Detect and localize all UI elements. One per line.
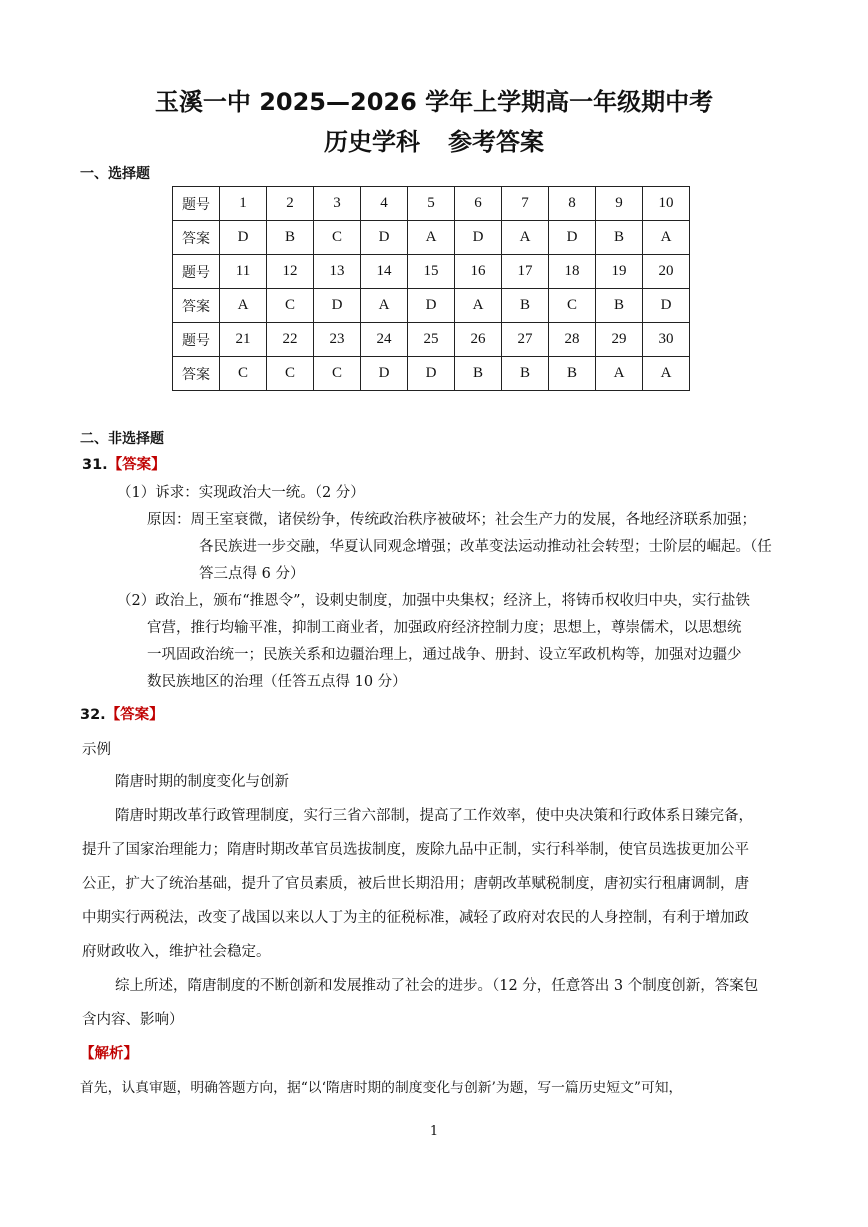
answer-table-cell: 12 [267,255,314,289]
answer-table-cell: D [361,221,408,255]
answer-table-cell: 23 [314,323,361,357]
answer-table-cell: D [408,289,455,323]
page-title: 玉溪一中 2025—2026 学年上学期高一年级期中考 [154,88,714,116]
answer-table-cell: 21 [220,323,267,357]
answer-table-cell: 1 [220,187,267,221]
answer-table-cell: 11 [220,255,267,289]
answer-table-row [173,289,690,323]
q32-example-label: 示例 [82,742,111,758]
answer-table-cell: A [455,289,502,323]
answer-table-cell: 18 [549,255,596,289]
q32-body1-line1: 隋唐时期改革行政管理制度，实行三省六部制，提高了工作效率，使中央决策和行政体系日臻完备， [115,808,753,824]
section-heading-nonchoice: 二、非选择题 [80,431,164,447]
q32-essay-title: 隋唐时期的制度变化与创新 [115,774,289,790]
answer-table-cell: 10 [643,187,690,221]
answer-table-cell: A [220,289,267,323]
answer-table-cell: C [549,289,596,323]
answer-table-cell: A [408,221,455,255]
answer-table-row [173,323,690,357]
subtitle-subject: 历史学科 [324,128,420,156]
answer-table-row-header: 答案 [173,221,220,255]
answer-table-row [173,187,690,221]
answer-table-cell: D [408,357,455,391]
answer-table-cell: B [502,357,549,391]
answer-table-cell: 7 [502,187,549,221]
q32-answer-tag: 【答案】 [105,707,164,723]
q32-body1-line2: 提升了国家治理能力；隋唐时期改革官员选拔制度，废除九品中正制，实行科举制，使官员选拔更加公平 [82,842,749,858]
answer-table-cell: B [596,221,643,255]
answer-table-cell: 17 [502,255,549,289]
answer-table-row [173,255,690,289]
page-number: 1 [429,1124,439,1139]
q31-part2-line2: 官营，推行均输平准，抑制工商业者，加强政府经济控制力度；思想上，尊崇儒术，以思想统 [147,620,742,636]
q32-analysis-tag: 【解析】 [80,1046,138,1062]
answer-table-cell: 13 [314,255,361,289]
answer-table-cell: 2 [267,187,314,221]
q32-body2-line1: 综上所述，隋唐制度的不断创新和发展推动了社会的进步。（12 分，任意答出 3 个制度创新，答案包 [115,978,759,994]
answer-table-cell: B [455,357,502,391]
answer-table-cell: A [361,289,408,323]
answer-table [172,186,690,391]
answer-table-cell: B [267,221,314,255]
answer-table-cell: 29 [596,323,643,357]
answer-table-cell: 9 [596,187,643,221]
answer-table-cell: 25 [408,323,455,357]
answer-table-cell: 6 [455,187,502,221]
answer-table-cell: C [267,289,314,323]
answer-table-cell: D [361,357,408,391]
answer-table-cell: B [549,357,596,391]
answer-table-row-header: 题号 [173,255,220,289]
q32-body1-line3: 公正，扩大了统治基础，提升了官员素质，被后世长期沿用；唐朝改革赋税制度，唐初实行租庸调制，唐 [82,876,749,892]
q32-header [80,705,164,725]
answer-table-cell: A [643,357,690,391]
answer-table-cell: D [549,221,596,255]
q31-answer-tag: 【答案】 [107,457,166,473]
answer-table-row-header: 题号 [173,187,220,221]
answer-table-cell: 5 [408,187,455,221]
answer-table-cell: 20 [643,255,690,289]
answer-table-row [173,221,690,255]
answer-table-cell: 24 [361,323,408,357]
answer-table-cell: A [643,221,690,255]
answer-table-cell: C [314,221,361,255]
answer-table-cell: A [596,357,643,391]
answer-table-cell: C [314,357,361,391]
answer-table-cell: B [596,289,643,323]
answer-table-cell: D [314,289,361,323]
answer-table-cell: D [220,221,267,255]
q32-body2-line2: 含内容、影响） [82,1012,184,1028]
q31-part1: （1）诉求：实现政治大一统。（2 分） [117,485,365,501]
answer-table-cell: C [267,357,314,391]
answer-table-cell: A [502,221,549,255]
answer-table-cell: 14 [361,255,408,289]
answer-table-cell: 19 [596,255,643,289]
answer-table-cell: C [220,357,267,391]
subtitle-answer: 参考答案 [448,128,544,156]
q31-part2-line3: 一巩固政治统一；民族关系和边疆治理上，通过战争、册封、设立军政机构等，加强对边疆少 [147,647,742,663]
answer-table-cell: 30 [643,323,690,357]
q31-part2-line4: 数民族地区的治理（任答五点得 10 分） [147,674,407,690]
page-subtitle [0,122,868,157]
answer-table-cell: B [502,289,549,323]
q32-analysis-line1: 首先，认真审题，明确答题方向，据“以‘隋唐时期的制度变化与创新’为题，写一篇历史短文”可知， [80,1080,683,1096]
answer-table-cell: 27 [502,323,549,357]
q31-reason-line1: 原因：周王室衰微，诸侯纷争，传统政治秩序被破坏；社会生产力的发展，各地经济联系加强； [147,512,756,528]
q31-reason-line3: 答三点得 6 分） [199,566,305,582]
q32-body1-line5: 府财政收入，维护社会稳定。 [82,944,271,960]
q31-number: 31. [82,457,108,473]
answer-table-cell: 15 [408,255,455,289]
answer-table-cell: 16 [455,255,502,289]
answer-table-row [173,357,690,391]
section-heading-choice: 一、选择题 [80,166,150,182]
answer-table-row-header: 答案 [173,357,220,391]
answer-table-cell: 26 [455,323,502,357]
q32-number: 32. [80,707,106,723]
answer-table-cell: 3 [314,187,361,221]
answer-table-row-header: 答案 [173,289,220,323]
answer-table-cell: 8 [549,187,596,221]
q32-body1-line4: 中期实行两税法，改变了战国以来以人丁为主的征税标准，减轻了政府对农民的人身控制，有利于增加政 [82,910,749,926]
q31-part2-line1: （2）政治上，颁布“推恩令”，设刺史制度，加强中央集权；经济上，将铸币权收归中央，实行盐铁 [117,593,751,609]
answer-table-cell: D [643,289,690,323]
answer-table-cell: 28 [549,323,596,357]
answer-table-cell: 22 [267,323,314,357]
q31-header [82,455,166,475]
answer-table-row-header: 题号 [173,323,220,357]
q31-reason-line2: 各民族进一步交融，华夏认同观念增强；改革变法运动推动社会转型；士阶层的崛起。（任 [199,539,772,555]
answer-table-cell: D [455,221,502,255]
answer-table-cell: 4 [361,187,408,221]
